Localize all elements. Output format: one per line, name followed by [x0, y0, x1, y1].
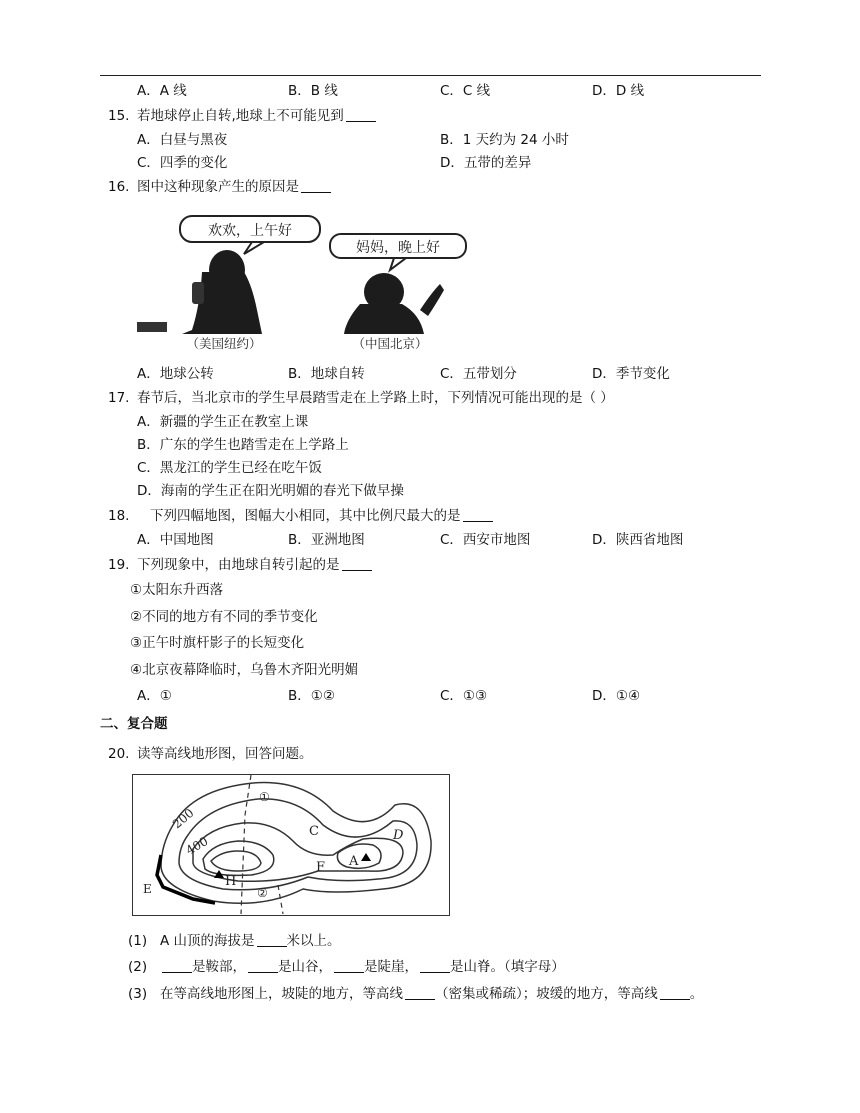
label-e: E: [143, 882, 152, 896]
q14-option-b[interactable]: B．B 线: [288, 83, 338, 99]
girl-waving-arm: [420, 284, 444, 316]
phone-icon: [192, 282, 204, 304]
label-1: ①: [259, 790, 270, 804]
q20-sub2-number: (2): [128, 959, 148, 975]
label-d: D: [393, 828, 404, 843]
q20-sub3-blank-2[interactable]: [660, 986, 690, 1000]
q15-option-a[interactable]: A．白昼与黑夜: [137, 132, 228, 148]
peak-a-icon: [361, 853, 371, 861]
q20-sub1-number: (1): [128, 933, 148, 949]
left-bubble-text: 欢欢，上午好: [208, 223, 292, 239]
q20-sub2-text: 是鞍部， 是山谷， 是陡崖， 是山脊。（填字母）: [160, 958, 565, 976]
q15-option-c[interactable]: C．四季的变化: [137, 155, 228, 171]
q18-option-c[interactable]: C．西安市地图: [440, 532, 531, 548]
q20-sub3-number: (3): [128, 986, 148, 1002]
q15-option-b[interactable]: B．1 天约为 24 小时: [440, 132, 569, 148]
label-f: F: [316, 860, 326, 875]
contour-h-inner: [211, 851, 261, 871]
q19-item-2: ②不同的地方有不同的季节变化: [130, 609, 318, 625]
q16-stem: 图中这种现象产生的原因是: [137, 178, 331, 196]
section-title: 二、复合题: [100, 716, 168, 732]
q20-number: 20.: [108, 746, 130, 762]
q16-option-a[interactable]: A．地球公转: [137, 366, 214, 382]
right-bubble-tail: [390, 258, 406, 270]
label-a: A: [349, 854, 359, 869]
q16-number: 16.: [108, 179, 130, 195]
q17-stem: 春节后，当北京市的学生早晨踏雪走在上学路上时，下列情况可能出现的是（ ）: [137, 390, 614, 406]
q14-option-a[interactable]: A．A 线: [137, 83, 187, 99]
q14-option-c[interactable]: C．C 线: [440, 83, 491, 99]
q19-number: 19.: [108, 557, 130, 573]
q19-blank[interactable]: [342, 557, 372, 571]
phone-call-svg: [132, 210, 472, 355]
q16-option-c[interactable]: C．五带划分: [440, 366, 517, 382]
q18-option-b[interactable]: B．亚洲地图: [288, 532, 365, 548]
q20-sub1-blank[interactable]: [257, 933, 287, 947]
q15-number: 15.: [108, 108, 130, 124]
q19-option-d[interactable]: D．①④: [592, 688, 641, 704]
q15-stem: 若地球停止自转,地球上不可能见到: [137, 107, 376, 125]
q19-stem: 下列现象中，由地球自转引起的是: [137, 556, 372, 574]
q15-option-d[interactable]: D．五带的差异: [440, 155, 532, 171]
q20-sub3-text: 在等高线地形图上，坡陡的地方，等高线 （密集或稀疏）；坡缓的地方，等高线 。: [160, 986, 704, 1002]
q20-sub2-blank-1[interactable]: [162, 959, 192, 973]
q14-option-d[interactable]: D．D 线: [592, 83, 645, 99]
q19-item-3: ③正午时旗杆影子的长短变化: [130, 635, 305, 651]
q19-option-a[interactable]: A．①: [137, 688, 172, 704]
q17-option-b[interactable]: B．广东的学生也踏雪走在上学路上: [137, 437, 349, 453]
contour-map: [132, 774, 450, 916]
contour-map-svg: [133, 775, 448, 914]
girl-body: [344, 304, 424, 334]
q20-sub3-blank-1[interactable]: [405, 986, 435, 1000]
q15-blank[interactable]: [346, 108, 376, 122]
phone-call-illustration: [132, 210, 472, 355]
top-divider: [100, 75, 761, 76]
q16-option-d[interactable]: D．季节变化: [592, 366, 670, 382]
q18-number: 18.: [108, 508, 130, 524]
label-2: ②: [257, 886, 268, 900]
q18-blank[interactable]: [463, 508, 493, 522]
q16-blank[interactable]: [301, 179, 331, 193]
q20-sub2-blank-2[interactable]: [248, 959, 278, 973]
q19-option-c[interactable]: C．①③: [440, 688, 488, 704]
dashed-line-1: [241, 775, 251, 914]
q17-option-a[interactable]: A．新疆的学生正在教室上课: [137, 414, 309, 430]
contour-400: [193, 823, 403, 881]
q19-item-4: ④北京夜幕降临时，乌鲁木齐阳光明媚: [130, 662, 359, 678]
q20-sub2-blank-4[interactable]: [420, 959, 450, 973]
q17-option-c[interactable]: C．黑龙江的学生已经在吃午饭: [137, 460, 322, 476]
caption-new-york: （美国纽约）: [186, 336, 262, 351]
q16-option-b[interactable]: B．地球自转: [288, 366, 365, 382]
q17-number: 17.: [108, 390, 130, 406]
q19-item-1: ①太阳东升西落: [130, 582, 224, 598]
q20-sub2-blank-3[interactable]: [334, 959, 364, 973]
label-400: 400: [183, 834, 211, 858]
q18-option-d[interactable]: D．陕西省地图: [592, 532, 684, 548]
q19-option-b[interactable]: B．①②: [288, 688, 335, 704]
telephone-base-icon: [137, 322, 167, 332]
q20-sub1-text: A 山顶的海拔是 米以上。: [160, 933, 341, 949]
left-bubble-tail: [244, 242, 264, 254]
q20-stem: 读等高线地形图，回答问题。: [137, 746, 313, 762]
caption-beijing: （中国北京）: [352, 336, 428, 351]
label-c: C: [309, 824, 319, 839]
right-bubble-text: 妈妈，晚上好: [356, 240, 440, 256]
label-h: H: [225, 874, 237, 889]
dashed-line-2: [278, 885, 283, 914]
q17-option-d[interactable]: D．海南的学生正在阳光明媚的春光下做早操: [137, 483, 404, 499]
q18-option-a[interactable]: A．中国地图: [137, 532, 214, 548]
label-200: 200: [169, 805, 197, 832]
q18-stem: 下列四幅地图，图幅大小相同，其中比例尺最大的是: [150, 507, 493, 525]
